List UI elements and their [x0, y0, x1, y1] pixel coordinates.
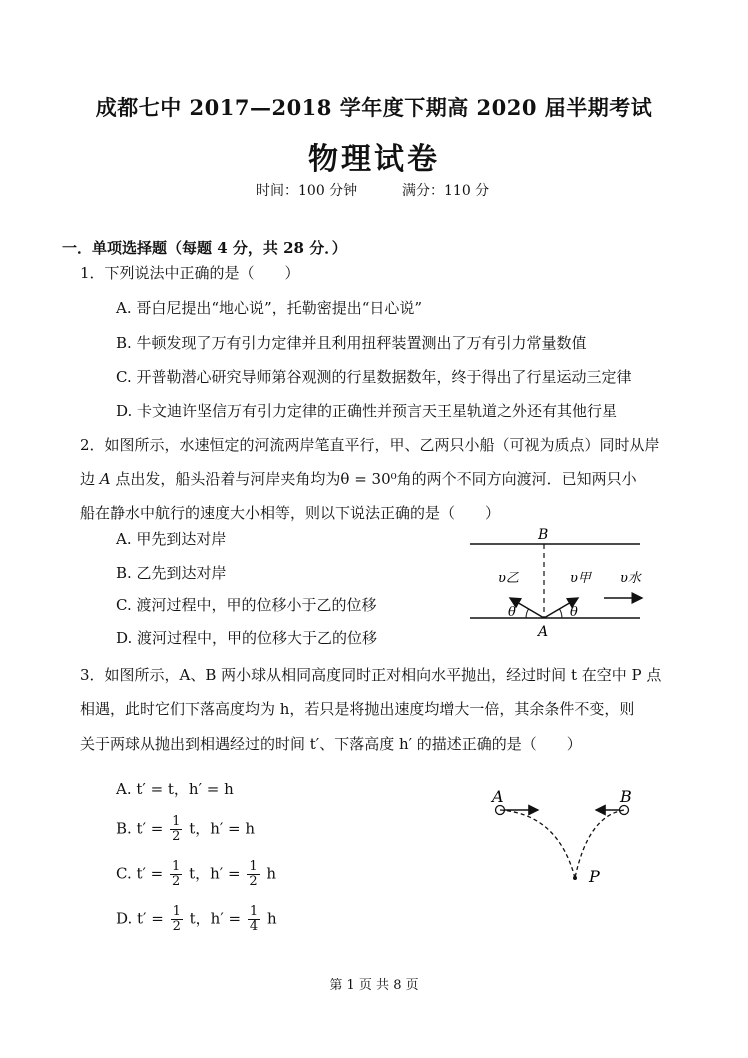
- q3-option-d-middle: t，h′ =: [189, 909, 242, 928]
- q2-option-b: B. 乙先到达对岸: [116, 564, 227, 582]
- q2-point-a: A: [99, 470, 111, 488]
- q2-option-c: C. 渡河过程中，甲的位移小于乙的位移: [116, 596, 377, 614]
- fraction-denominator: 4: [249, 919, 259, 934]
- q2-line2-prefix: 边: [80, 470, 96, 488]
- fraction-one-half: [247, 860, 259, 889]
- label-v-shui: υ水: [620, 571, 641, 586]
- question-2-line-3: 船在静水中航行的速度大小相等，则以下说法正确的是（ ）: [80, 504, 501, 522]
- q3-option-d-suffix: h: [266, 909, 277, 928]
- question-3-line-1: 3．如图所示，A、B 两小球从相同高度同时正对相向水平抛出，经过时间 t 在空中 P 点: [80, 666, 662, 684]
- page-number: 第 1 页 共 8 页: [329, 978, 419, 993]
- exam-subtitle: 物理试卷: [308, 142, 440, 177]
- q3-option-c-suffix: h: [266, 864, 277, 883]
- question-3-line-2: 相遇，此时它们下落高度均为 h，若只是将抛出速度均增大一倍，其余条件不变，则: [80, 700, 635, 718]
- section-heading: 一．单项选择题（每题 4 分，共 28 分．）: [62, 239, 347, 257]
- question-2-line-1: 2．如图所示，水速恒定的河流两岸笔直平行，甲、乙两只小船（可视为质点）同时从岸: [80, 436, 660, 454]
- label-theta-right: θ: [570, 605, 578, 620]
- label-b: B: [620, 787, 632, 806]
- q1-option-c: C. 开普勒潜心研究导师第谷观测的行星数据数年，终于得出了行星运动三定律: [116, 368, 632, 386]
- fraction-denominator: 2: [249, 874, 258, 889]
- q1-option-a: A. 哥白尼提出“地心说”，托勒密提出“日心说”: [116, 299, 423, 317]
- q3-option-d-prefix: D. t′ =: [116, 909, 164, 928]
- question-1-stem: 1．下列说法中正确的是（ ）: [80, 264, 300, 282]
- q3-option-c-prefix: C. t′ =: [116, 864, 164, 883]
- meeting-point-p: [573, 876, 577, 880]
- label-b: B: [538, 527, 549, 543]
- river-crossing-figure: [464, 524, 654, 644]
- projectile-figure: [488, 786, 648, 892]
- label-a: A: [538, 624, 549, 640]
- exam-score: 满分：110 分: [402, 183, 490, 199]
- question-2-line-2: [80, 468, 637, 489]
- fraction-one-half: [170, 860, 182, 889]
- q2-option-d: D. 渡河过程中，甲的位移大于乙的位移: [116, 629, 378, 647]
- fraction-one-half: [170, 815, 182, 844]
- q3-option-c-middle: t，h′ =: [189, 864, 241, 883]
- q2-line2-text: 点出发，船头沿着与河岸夹角均为θ = 30⁰角的两个不同方向渡河．已知两只小: [115, 470, 637, 488]
- q3-option-b-prefix: B. t′ =: [116, 819, 164, 838]
- fraction-numerator: 1: [172, 859, 181, 874]
- angle-arc-left: [526, 609, 529, 618]
- fraction-numerator: 1: [172, 904, 181, 919]
- fraction-denominator: 2: [172, 874, 181, 889]
- fraction-numerator: 1: [249, 859, 258, 874]
- label-theta-left: θ: [508, 605, 516, 620]
- exam-time: 时间：100 分钟: [256, 183, 358, 199]
- label-p: P: [589, 867, 600, 886]
- question-3-line-3: 关于两球从抛出到相遇经过的时间 t′、下落高度 h′ 的描述正确的是（ ）: [80, 735, 582, 753]
- fraction-numerator: 1: [249, 904, 259, 919]
- label-v-yi: υ乙: [498, 571, 519, 586]
- q3-option-d: [116, 905, 277, 934]
- fraction-one-half: [171, 905, 183, 934]
- fraction-denominator: 2: [172, 919, 181, 934]
- fraction-one-quarter: [248, 905, 260, 934]
- trajectory-a: [500, 810, 575, 878]
- q3-option-a: A. t′ = t，h′ = h: [116, 780, 234, 798]
- fraction-denominator: 2: [172, 829, 181, 844]
- q3-option-b-suffix: t，h′ = h: [189, 819, 256, 838]
- angle-arc-right: [560, 609, 563, 618]
- fraction-numerator: 1: [172, 814, 181, 829]
- exam-title: 成都七中 2017—2018 学年度下期高 2020 届半期考试: [95, 95, 653, 120]
- label-a: A: [492, 787, 504, 806]
- q1-option-b: B. 牛顿发现了万有引力定律并且利用扭秤装置测出了万有引力常量数值: [116, 334, 587, 352]
- q3-option-c: [116, 860, 276, 889]
- q3-option-b: [116, 815, 255, 844]
- q2-option-a: A. 甲先到达对岸: [116, 530, 227, 548]
- label-v-jia: υ甲: [570, 571, 591, 586]
- q1-option-d: D. 卡文迪许坚信万有引力定律的正确性并预言天王星轨道之外还有其他行星: [116, 402, 618, 420]
